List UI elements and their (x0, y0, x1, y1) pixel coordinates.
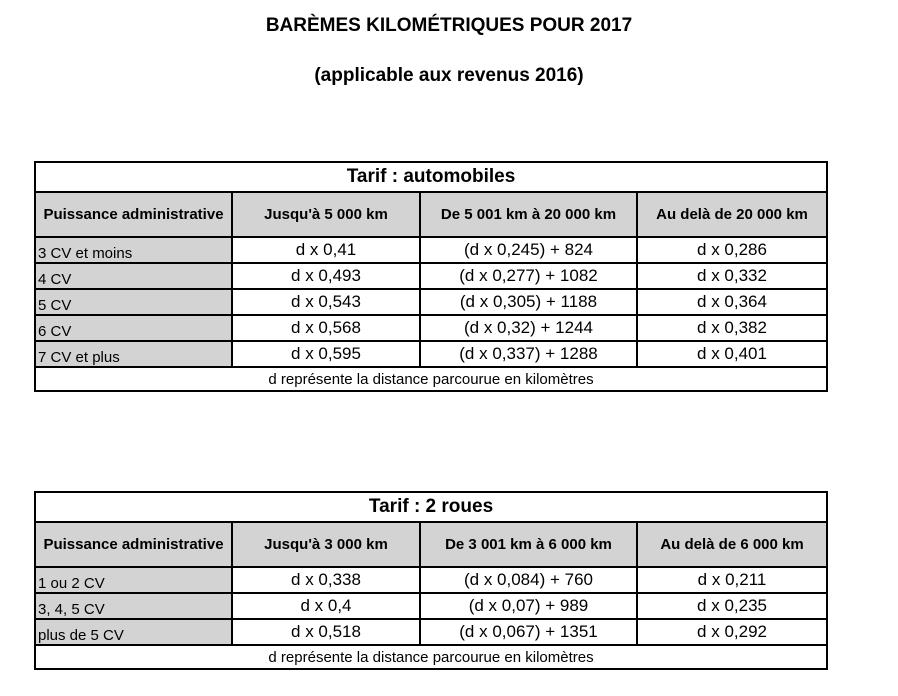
row-value-tier-1: d x 0,41 (232, 237, 420, 263)
row-value-tier-2: (d x 0,07) + 989 (420, 593, 637, 619)
row-value-tier-3: d x 0,286 (637, 237, 827, 263)
row-value-tier-2: (d x 0,067) + 1351 (420, 619, 637, 645)
row-value-tier-1: d x 0,338 (232, 567, 420, 593)
moto-rate-table (34, 491, 828, 670)
row-value-tier-2: (d x 0,32) + 1244 (420, 315, 637, 341)
auto-table-caption: Tarif : automobiles (35, 162, 827, 192)
table-caption-row (35, 162, 827, 192)
row-value-tier-3: d x 0,211 (637, 567, 827, 593)
row-value-tier-1: d x 0,518 (232, 619, 420, 645)
auto-table-note: d représente la distance parcourue en kilomètres (35, 367, 827, 391)
row-value-tier-2: (d x 0,337) + 1288 (420, 341, 637, 367)
row-value-tier-1: d x 0,493 (232, 263, 420, 289)
moto-table-caption: Tarif : 2 roues (35, 492, 827, 522)
row-value-tier-2: (d x 0,305) + 1188 (420, 289, 637, 315)
table-row (35, 263, 827, 289)
row-value-tier-3: d x 0,235 (637, 593, 827, 619)
row-value-tier-3: d x 0,401 (637, 341, 827, 367)
row-label: 4 CV (35, 263, 232, 289)
header-tier-2: De 5 001 km à 20 000 km (420, 192, 637, 237)
row-label: 1 ou 2 CV (35, 567, 232, 593)
row-label: 3 CV et moins (35, 237, 232, 263)
row-value-tier-1: d x 0,4 (232, 593, 420, 619)
row-label: 7 CV et plus (35, 341, 232, 367)
row-label: plus de 5 CV (35, 619, 232, 645)
row-label: 6 CV (35, 315, 232, 341)
table-note-row (35, 645, 827, 669)
header-tier-2: De 3 001 km à 6 000 km (420, 522, 637, 567)
row-label: 5 CV (35, 289, 232, 315)
row-value-tier-2: (d x 0,245) + 824 (420, 237, 637, 263)
row-value-tier-2: (d x 0,084) + 760 (420, 567, 637, 593)
table-row (35, 593, 827, 619)
table-header-row (35, 522, 827, 567)
row-value-tier-3: d x 0,332 (637, 263, 827, 289)
document-title: BARÈMES KILOMÉTRIQUES POUR 2017 (265, 15, 633, 36)
header-tier-1: Jusqu'à 3 000 km (232, 522, 420, 567)
header-tier-1: Jusqu'à 5 000 km (232, 192, 420, 237)
header-tier-3: Au delà de 6 000 km (637, 522, 827, 567)
row-value-tier-1: d x 0,568 (232, 315, 420, 341)
table-header-row (35, 192, 827, 237)
auto-rate-table (34, 161, 828, 392)
header-tier-3: Au delà de 20 000 km (637, 192, 827, 237)
table-row (35, 341, 827, 367)
row-label: 3, 4, 5 CV (35, 593, 232, 619)
table-row (35, 567, 827, 593)
row-value-tier-1: d x 0,595 (232, 341, 420, 367)
table-row (35, 315, 827, 341)
row-value-tier-3: d x 0,382 (637, 315, 827, 341)
table-row (35, 237, 827, 263)
header-puissance: Puissance administrative (35, 192, 232, 237)
table-note-row (35, 367, 827, 391)
header-puissance: Puissance administrative (35, 522, 232, 567)
row-value-tier-3: d x 0,364 (637, 289, 827, 315)
row-value-tier-2: (d x 0,277) + 1082 (420, 263, 637, 289)
moto-table-note: d représente la distance parcourue en kilomètres (35, 645, 827, 669)
row-value-tier-3: d x 0,292 (637, 619, 827, 645)
row-value-tier-1: d x 0,543 (232, 289, 420, 315)
table-caption-row (35, 492, 827, 522)
table-row (35, 619, 827, 645)
document-subtitle: (applicable aux revenus 2016) (314, 65, 584, 86)
table-row (35, 289, 827, 315)
